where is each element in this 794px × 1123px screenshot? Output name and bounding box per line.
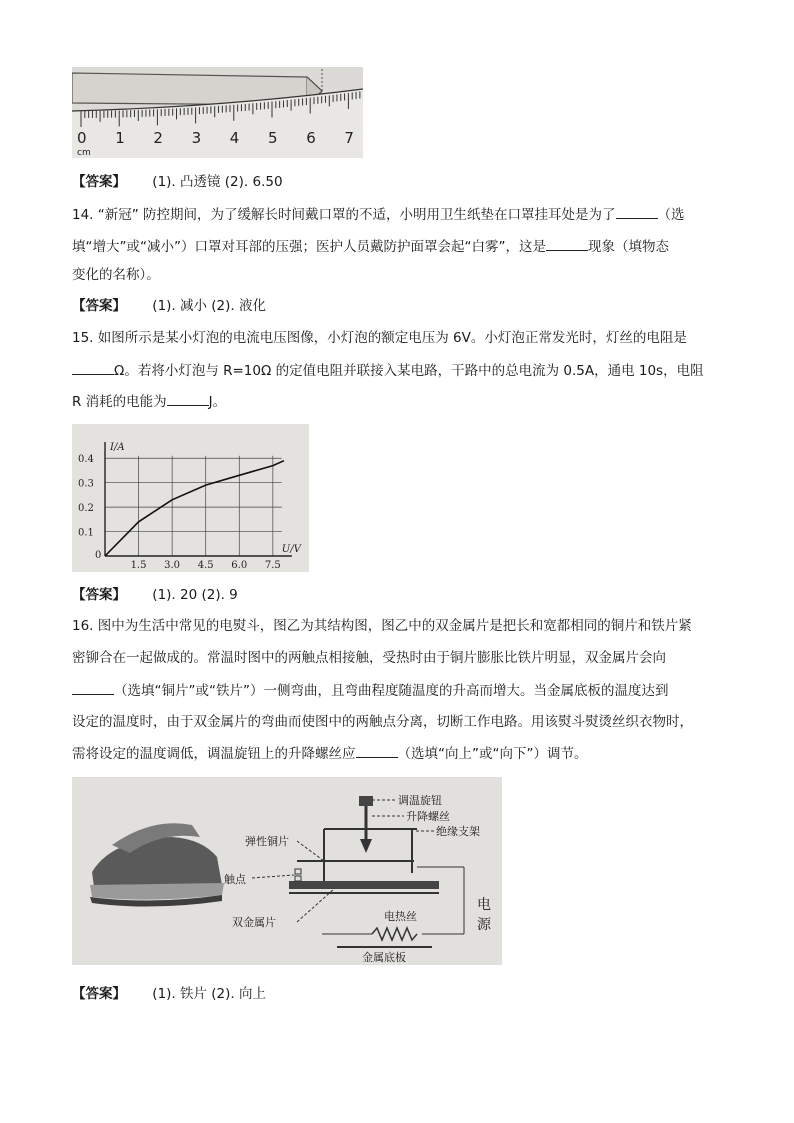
label-bimetal: 双金属片 xyxy=(232,916,276,929)
q14-text: 14. “新冠” 防控期间，为了缓解长时间戴口罩的不适，小明用卫生纸垫在口罩挂耳处是为了 xyxy=(72,207,616,223)
answer-text: (1). 20 (2). 9 xyxy=(152,587,238,603)
q16-line-1: 16. 图中为生活中常见的电熨斗，图乙为其结构图，图乙中的双金属片是把长和宽都相同的铜片和铁片紧 xyxy=(72,618,692,634)
q14-answer xyxy=(72,296,266,316)
ruler-tick-label: 6 xyxy=(306,129,316,147)
y-tick-label: 0.2 xyxy=(78,503,94,515)
iu-graph xyxy=(72,424,309,572)
answer-blank xyxy=(167,391,209,406)
ruler-tick-label: 4 xyxy=(229,129,240,147)
x-tick-label: 0 xyxy=(95,550,102,561)
label-base: 金属底板 xyxy=(362,951,406,964)
answer-blank xyxy=(356,743,398,758)
label-knob: 调温旋钮 xyxy=(398,794,442,807)
q14-text: 现象（填物态 xyxy=(587,239,669,255)
answer-text: (1). 铁片 (2). 向上 xyxy=(152,986,266,1002)
ruler-tick-label: 7 xyxy=(344,129,354,147)
label-spring-copper: 弹性铜片 xyxy=(245,835,289,848)
answer-label: 【答案】 xyxy=(72,298,126,314)
q16-line-4: 设定的温度时，由于双金属片的弯曲而使图中的两触点分离，切断工作电路。用该熨斗熨烫丝织衣物时， xyxy=(72,714,693,730)
q16-answer xyxy=(72,984,266,1004)
x-tick-label: 6.0 xyxy=(231,560,248,571)
ruler-tick-label: 5 xyxy=(268,129,278,147)
x-tick-label: 1.5 xyxy=(130,560,147,571)
answer-blank xyxy=(72,360,114,375)
q16-line-2: 密铆合在一起做成的。常温时图中的两触点相接触，受热时由于铜片膨胀比铁片明显，双金属片会向 xyxy=(72,650,666,666)
q14-line-1 xyxy=(72,204,685,225)
q14-line-2 xyxy=(72,236,669,257)
y-tick-label: 0.4 xyxy=(78,454,94,466)
y-tick-label: 0.3 xyxy=(78,478,94,490)
iu-graph-photo xyxy=(72,424,309,572)
y-tick-label: 0.1 xyxy=(78,527,94,539)
x-axis-label: U/V xyxy=(281,544,301,555)
answer-label: 【答案】 xyxy=(72,986,126,1002)
ruler-tick-label: 2 xyxy=(153,129,163,147)
label-contacts: 触点 xyxy=(224,873,246,886)
ruler-photo xyxy=(72,67,363,158)
ruler-tick-label: 3 xyxy=(191,129,202,147)
q15-line-1: 15. 如图所示是某小灯泡的电流电压图像，小灯泡的额定电压为 6V。小灯泡正常发光时，灯丝的电阻是 xyxy=(72,330,687,346)
label-screw: 升降螺丝 xyxy=(406,810,450,823)
y-axis-label: I/A xyxy=(110,442,125,453)
q16-text: （选填“铜片”或“铁片”）一侧弯曲，且弯曲程度随温度的升高而增大。当金属底板的温度达到 xyxy=(114,683,669,699)
q14-text: 填“增大”或“减小”）口罩对耳部的压强；医护人员戴防护面罩会起“白雾”，这是 xyxy=(72,239,546,255)
q15-text: R 消耗的电能为 xyxy=(72,394,167,410)
ruler-tick-label: 1 xyxy=(115,129,125,147)
q15-line-3 xyxy=(72,391,226,412)
ruler-figure xyxy=(72,67,363,158)
q16-line-3 xyxy=(72,680,668,701)
answer-text: (1). 减小 (2). 液化 xyxy=(152,298,266,314)
label-power-1: 电 xyxy=(477,897,491,913)
series-line xyxy=(105,461,284,556)
ruler-unit: cm xyxy=(77,148,91,158)
q16-text: （选填“向上”或“向下”）调节。 xyxy=(397,746,588,762)
x-tick-label: 7.5 xyxy=(264,560,281,571)
q15-line-2 xyxy=(72,360,704,381)
x-tick-label: 4.5 xyxy=(197,560,214,571)
answer-blank xyxy=(72,680,114,695)
answer-blank xyxy=(546,236,588,251)
iron-figure xyxy=(72,777,502,965)
label-power-2: 源 xyxy=(477,917,491,933)
x-tick-label: 3.0 xyxy=(164,560,181,571)
q13-answer xyxy=(72,172,283,192)
answer-text: (1). 凸透镜 (2). 6.50 xyxy=(152,174,283,190)
answer-label: 【答案】 xyxy=(72,174,126,190)
label-heater: 电热丝 xyxy=(384,910,417,923)
q16-line-5 xyxy=(72,743,587,764)
q14-line-3: 变化的名称）。 xyxy=(72,267,160,283)
label-support: 绝缘支架 xyxy=(436,825,480,838)
iron-image xyxy=(90,823,224,906)
q15-text: Ω。若将小灯泡与 R=10Ω 的定值电阻并联接入某电路，干路中的总电流为 0.5A，通电 10s，电阻 xyxy=(114,363,704,379)
answer-label: 【答案】 xyxy=(72,587,126,603)
iron-figure-photo xyxy=(72,777,502,965)
q16-text: 需将设定的温度调低，调温旋钮上的升降螺丝应 xyxy=(72,746,356,762)
ruler-tick-label: 0 xyxy=(77,129,87,147)
answer-blank xyxy=(616,204,658,219)
q14-text: （选 xyxy=(657,207,685,223)
q15-answer xyxy=(72,585,238,605)
q15-text: J。 xyxy=(208,394,227,410)
